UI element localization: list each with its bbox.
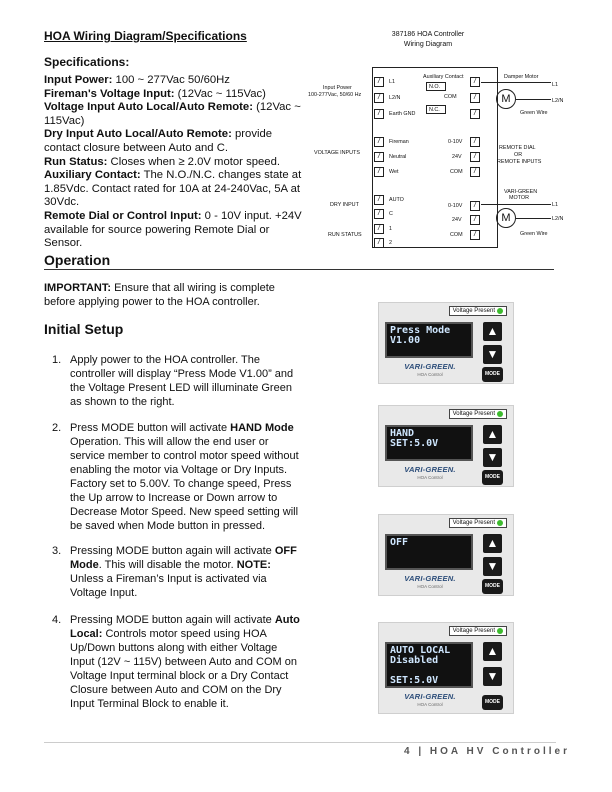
input-power-label: Input Power bbox=[323, 85, 352, 91]
section-divider bbox=[44, 269, 554, 270]
page-footer: 4 | HOA HV Controller bbox=[404, 746, 570, 757]
specifications-heading: Specifications: bbox=[44, 55, 130, 69]
terminal-icon: / bbox=[470, 109, 480, 119]
down-arrow-icon[interactable]: ▼ bbox=[483, 448, 502, 467]
damper-motor-label: Damper Motor bbox=[504, 74, 539, 80]
damper-motor-symbol: M bbox=[496, 89, 516, 109]
hoa-panel-photo bbox=[378, 302, 514, 384]
hoa-panel-photo bbox=[378, 405, 514, 487]
terminal-label: 24V bbox=[452, 217, 462, 223]
terminal-icon: / bbox=[374, 167, 384, 177]
hoa-panel-photo bbox=[378, 514, 514, 596]
mode-button[interactable]: MODE bbox=[482, 579, 503, 594]
dry-input-label: DRY INPUT bbox=[330, 202, 359, 208]
page-number: 4 bbox=[404, 746, 413, 757]
spec-item: Remote Dial or Control Input: 0 - 10V input. +24V available for source powering Remote Dial or Sensor. bbox=[44, 209, 302, 250]
spec-item: Auxiliary Contact: The N.O./N.C. changes state at 1.85Vdc. Contact rated for 10A at 24-240Vac, 5A at 30Vdc. bbox=[44, 169, 302, 209]
vg-l1-label: L1 bbox=[552, 202, 558, 208]
led-icon bbox=[497, 628, 503, 634]
down-arrow-icon[interactable]: ▼ bbox=[483, 345, 502, 364]
terminal-icon: / bbox=[470, 201, 480, 211]
terminal-icon: / bbox=[374, 224, 384, 234]
lcd-screen: OFF bbox=[385, 534, 473, 570]
terminal-icon: / bbox=[470, 230, 480, 240]
vg-motor-label: VARI-GREEN bbox=[504, 189, 538, 195]
spec-item: Voltage Input Auto Local/Auto Remote: (12Vac ~ 115Vac) bbox=[44, 101, 301, 127]
terminal-label: Wet bbox=[389, 169, 399, 175]
footer-divider bbox=[44, 742, 556, 743]
vg-green-wire-label: Green Wire bbox=[520, 231, 548, 237]
terminal-icon: / bbox=[374, 109, 384, 119]
com-label: COM bbox=[444, 94, 457, 100]
terminal-icon: / bbox=[374, 195, 384, 205]
spec-item: Input Power: 100 ~ 277Vac 50/60Hz bbox=[44, 74, 230, 86]
terminal-icon: / bbox=[374, 93, 384, 103]
diagram-title: 387186 HOA Controller Wiring Diagram bbox=[391, 31, 465, 48]
terminal-label: L1 bbox=[389, 79, 395, 85]
terminal-icon: / bbox=[470, 137, 480, 147]
spec-item: Fireman's Voltage Input: (12Vac ~ 115Vac) bbox=[44, 87, 266, 100]
terminal-label: 0-10V bbox=[448, 203, 463, 209]
important-note: IMPORTANT: Ensure that all wiring is complete before applying power to the HOA controller. bbox=[44, 282, 275, 308]
terminal-icon: / bbox=[374, 137, 384, 147]
terminal-icon: / bbox=[374, 238, 384, 248]
terminal-label: AUTO bbox=[389, 197, 404, 203]
vg-motor-symbol: M bbox=[496, 208, 516, 228]
terminal-label: 1 bbox=[389, 226, 392, 232]
damper-l2n-label: L2/N bbox=[552, 98, 564, 104]
vg-l2n-label: L2/N bbox=[552, 216, 564, 222]
up-arrow-icon[interactable]: ▲ bbox=[483, 534, 502, 553]
brand-logo: VARI-GREEN. HOA Control bbox=[404, 692, 456, 707]
terminal-label: 0-10V bbox=[448, 139, 463, 145]
footer-title: HOA HV Controller bbox=[429, 746, 570, 757]
terminal-icon: / bbox=[470, 215, 480, 225]
terminal-label: Fireman bbox=[389, 139, 409, 145]
brand-logo: VARI-GREEN. HOA Control bbox=[404, 574, 456, 589]
step-item: 2. Press MODE button will activate HAND Mode Operation. This will allow the end user or service member to control motor speed without enabling the motor via Voltage or Dry Inputs. Factory set to 5.00V. To change speed, Press the Up arrow to Increase or Down arrow to Decrease Motor Speed. New speed setting will be saved when Mode button in pressed. bbox=[52, 422, 299, 532]
damper-l1-label: L1 bbox=[552, 82, 558, 88]
initial-setup-heading: Initial Setup bbox=[44, 321, 124, 337]
mode-button[interactable]: MODE bbox=[482, 367, 503, 382]
voltage-inputs-label: VOLTAGE INPUTS bbox=[314, 150, 360, 156]
terminal-label: 24V bbox=[452, 154, 462, 160]
mode-button[interactable]: MODE bbox=[482, 470, 503, 485]
nc-label: N.C. bbox=[429, 107, 440, 113]
vg-motor-label-2: MOTOR bbox=[509, 195, 529, 201]
lcd-screen: Press Mode V1.00 bbox=[385, 322, 473, 358]
terminal-label: Earth GND bbox=[389, 111, 416, 117]
aux-contact-label: Auxiliary Contact bbox=[423, 74, 464, 80]
brand-logo: VARI-GREEN. HOA Control bbox=[404, 362, 456, 377]
down-arrow-icon[interactable]: ▼ bbox=[483, 557, 502, 576]
remote-or-label: OR bbox=[514, 152, 523, 158]
up-arrow-icon[interactable]: ▲ bbox=[483, 642, 502, 661]
terminal-label: 2 bbox=[389, 240, 392, 246]
down-arrow-icon[interactable]: ▼ bbox=[483, 667, 502, 686]
voltage-present-badge: Voltage Present bbox=[449, 409, 507, 419]
terminal-icon: / bbox=[374, 152, 384, 162]
lcd-screen: AUTO LOCAL Disabled SET:5.0V bbox=[385, 642, 473, 688]
terminal-icon: / bbox=[470, 93, 480, 103]
up-arrow-icon[interactable]: ▲ bbox=[483, 322, 502, 341]
spec-list bbox=[44, 74, 306, 251]
remote-inputs-label: REMOTE INPUTS bbox=[497, 159, 542, 165]
terminal-icon: / bbox=[470, 167, 480, 177]
spec-item: Run Status: Closes when ≥ 2.0V motor speed. bbox=[44, 155, 280, 168]
voltage-present-badge: Voltage Present bbox=[449, 518, 507, 528]
no-label: N.O. bbox=[429, 84, 441, 90]
terminal-label: C bbox=[389, 211, 393, 217]
run-status-label: RUN STATUS bbox=[328, 232, 362, 238]
wiring-diagram bbox=[306, 52, 572, 252]
input-power-range-label: 100-277Vac, 50/60 Hz bbox=[308, 92, 362, 98]
step-item: 4. Pressing MODE button again will activate Auto Local: Controls motor speed using HOA Up/Down buttons along with either Voltage Input (12V ~ 115V) between Auto and COM on Voltage Input terminal block or a Dry Contact Closure between Auto and COM on the Dry Input Terminal Block to enable it. bbox=[52, 614, 300, 710]
terminal-label: COM bbox=[450, 169, 463, 175]
mode-button[interactable]: MODE bbox=[482, 695, 503, 710]
lcd-screen: HAND SET:5.0V bbox=[385, 425, 473, 461]
terminal-icon: / bbox=[374, 77, 384, 87]
terminal-label: COM bbox=[450, 232, 463, 238]
operation-heading: Operation bbox=[44, 252, 111, 268]
hoa-panel-photo bbox=[378, 622, 514, 714]
voltage-present-badge: Voltage Present bbox=[449, 306, 507, 316]
voltage-present-badge: Voltage Present bbox=[449, 626, 507, 636]
terminal-icon: / bbox=[374, 209, 384, 219]
terminal-icon: / bbox=[470, 77, 480, 87]
step-item: 3. Pressing MODE button again will activate OFF Mode. This will disable the motor. NOTE: Unless a Fireman’s Input is activated via Voltage Input. bbox=[52, 545, 297, 599]
led-icon bbox=[497, 411, 503, 417]
remote-dial-label: REMOTE DIAL bbox=[499, 145, 536, 151]
led-icon bbox=[497, 520, 503, 526]
spec-item: Dry Input Auto Local/Auto Remote: provide contact closure between Auto and C. bbox=[44, 128, 273, 154]
terminal-label: Neutral bbox=[389, 154, 407, 160]
damper-green-wire-label: Green Wire bbox=[520, 110, 548, 116]
step-item: 1. Apply power to the HOA controller. The controller will display “Press Mode V1.00” and the Voltage Present LED will illuminate Green as shown to the right. bbox=[52, 354, 294, 408]
led-icon bbox=[497, 308, 503, 314]
brand-logo: VARI-GREEN. HOA Control bbox=[404, 465, 456, 480]
section-title: HOA Wiring Diagram/Specifications bbox=[44, 29, 247, 43]
terminal-icon: / bbox=[470, 152, 480, 162]
terminal-label: L2/N bbox=[389, 95, 401, 101]
up-arrow-icon[interactable]: ▲ bbox=[483, 425, 502, 444]
